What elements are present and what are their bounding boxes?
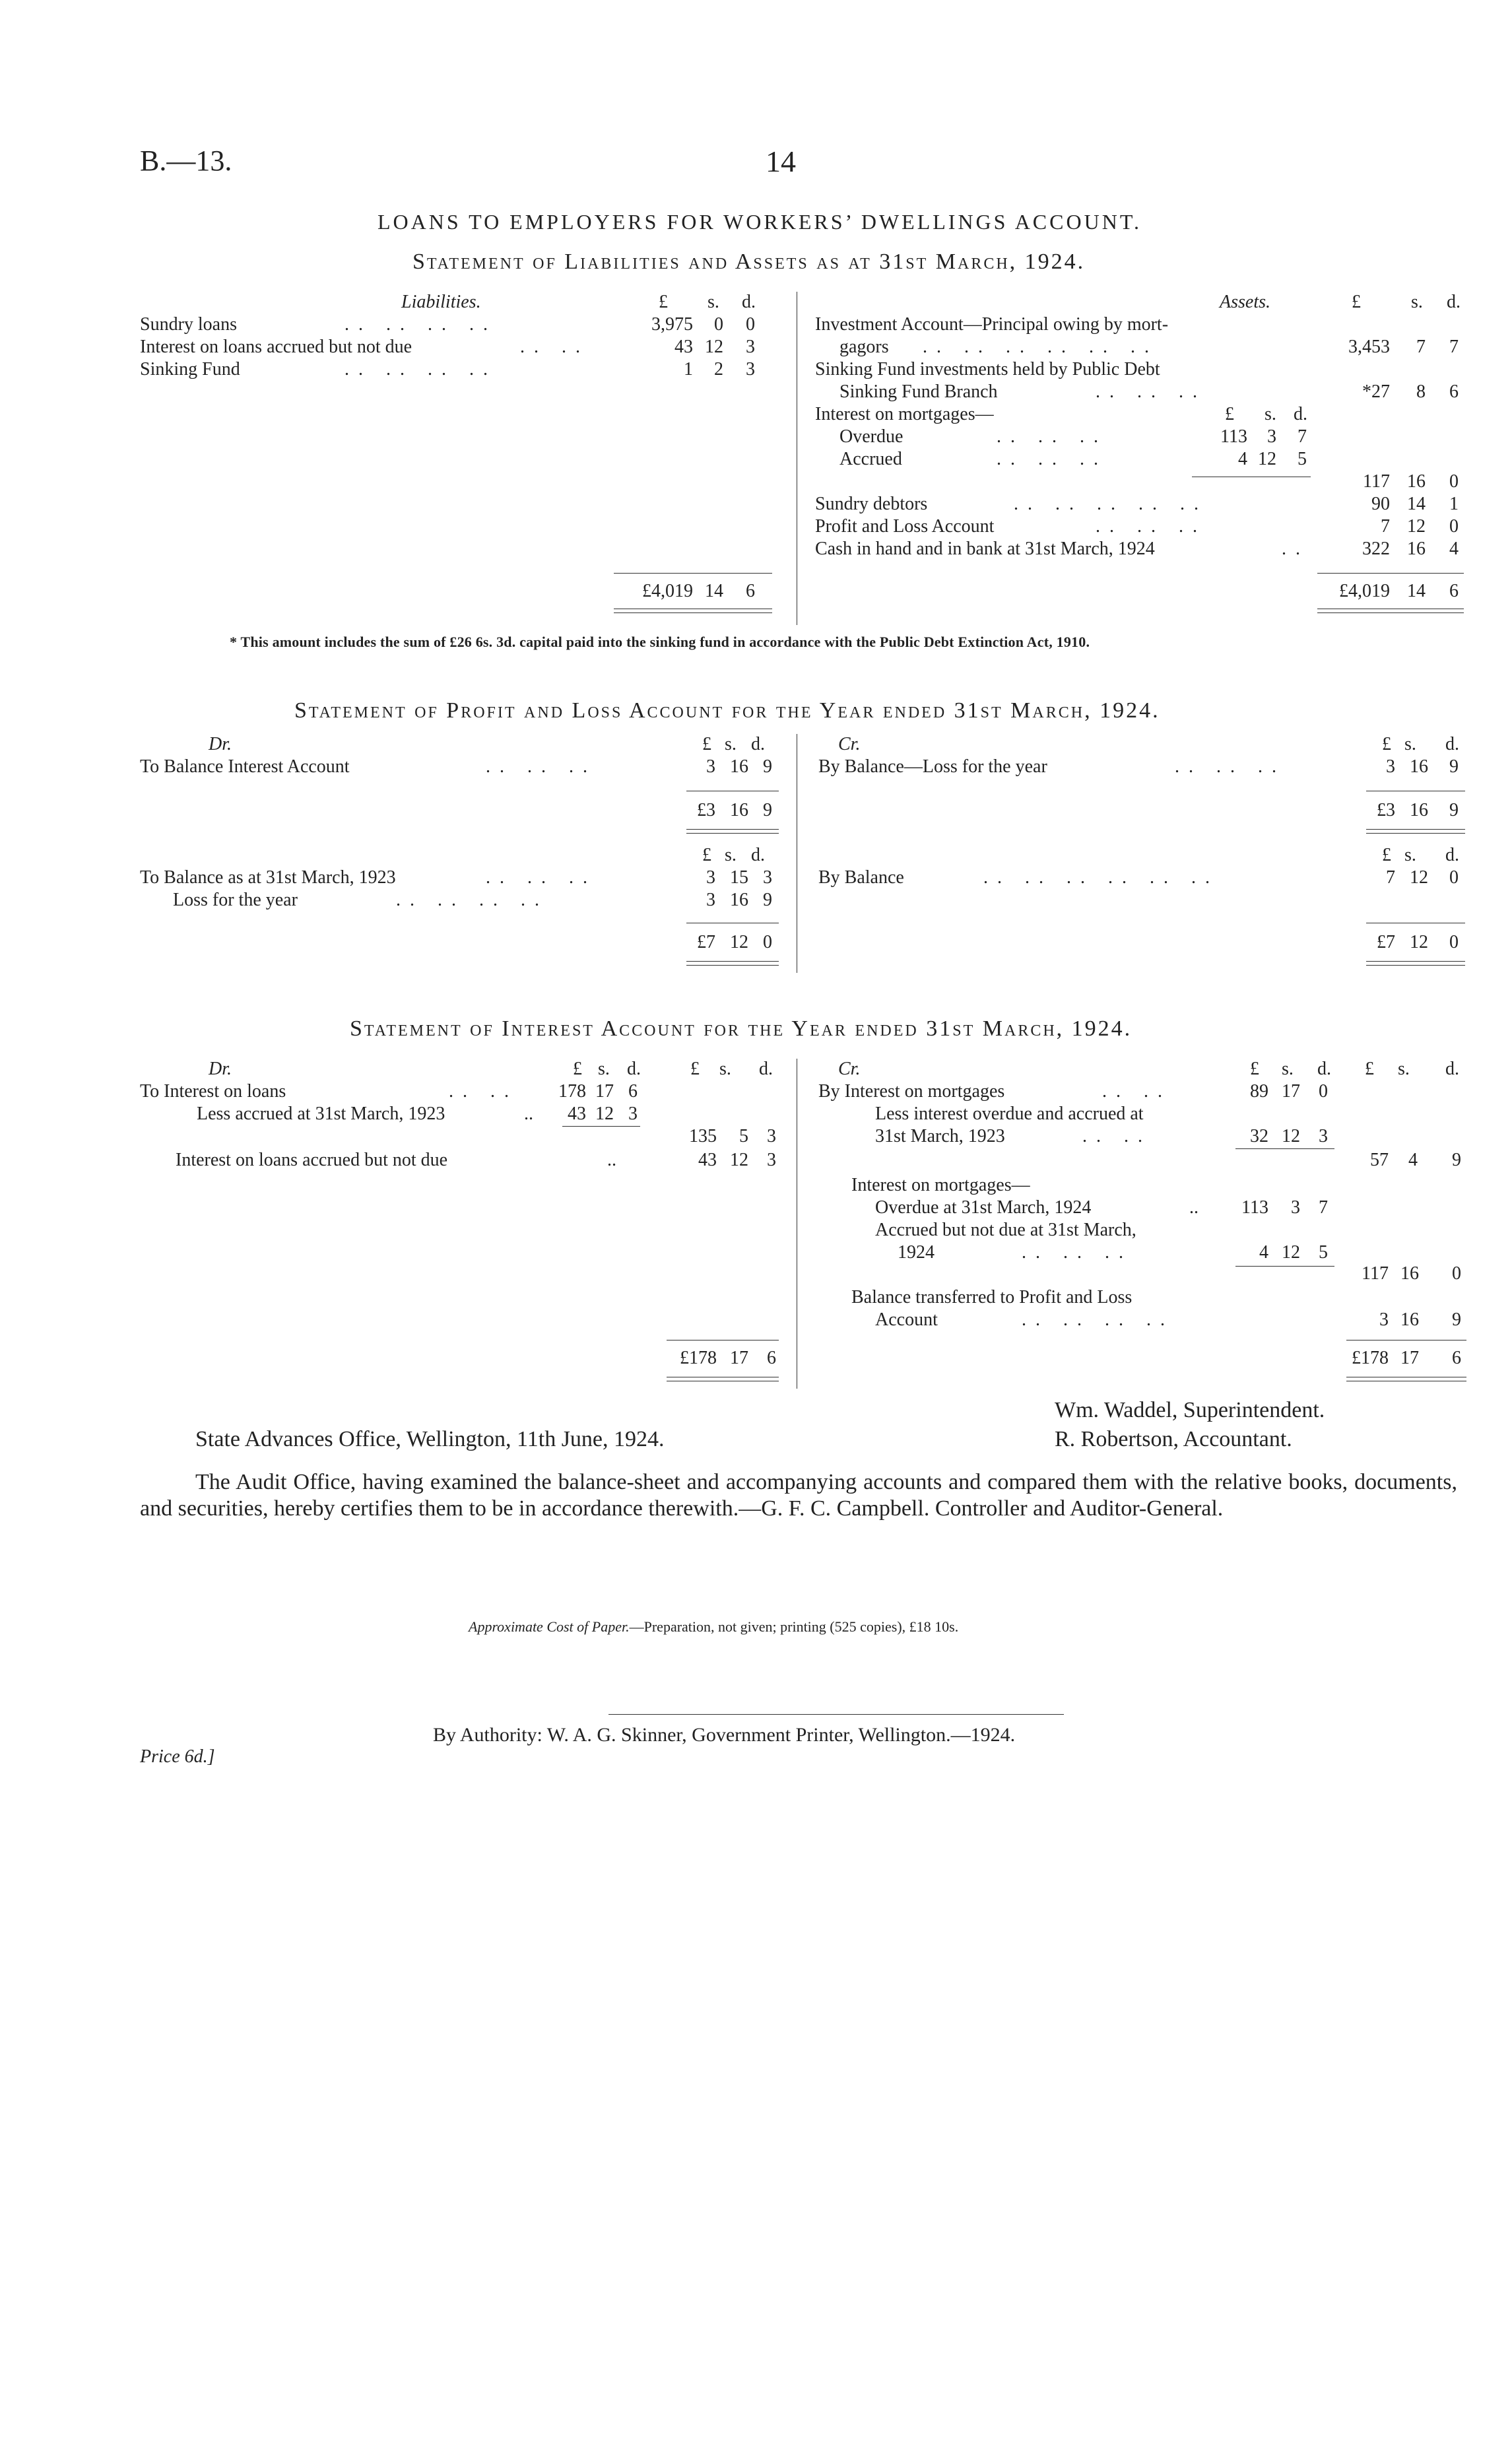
asset-shillings: 12 bbox=[1407, 516, 1426, 537]
double-rule bbox=[686, 833, 779, 834]
double-rule bbox=[1366, 833, 1465, 834]
liability-label: Sinking Fund bbox=[140, 359, 240, 380]
col-pence: d. bbox=[751, 734, 765, 754]
pl-total-pence: 9 bbox=[763, 800, 772, 820]
total-rule bbox=[614, 573, 772, 574]
int-pounds: 32 bbox=[1250, 1126, 1268, 1146]
int-shillings: 16 bbox=[1400, 1263, 1419, 1284]
int-total-shillings: 17 bbox=[1400, 1348, 1419, 1368]
col-shillings: s. bbox=[1411, 292, 1423, 312]
int-pence: 3 bbox=[1319, 1126, 1328, 1146]
liability-pounds: 3,975 bbox=[651, 314, 693, 335]
int-cr-label: 31st March, 1923 bbox=[875, 1126, 1005, 1146]
int-total-pounds: £178 bbox=[1352, 1348, 1389, 1368]
printer-authority: By Authority: W. A. G. Skinner, Government Printer, Wellington.—1924. bbox=[433, 1724, 1016, 1746]
asset-shillings: 3 bbox=[1267, 426, 1276, 447]
asset-label: Sinking Fund investments held by Public Debt bbox=[815, 359, 1160, 380]
int-pounds: 3 bbox=[1379, 1309, 1389, 1330]
pl-total-pounds: £7 bbox=[1377, 932, 1395, 952]
col-pound: £ bbox=[690, 1059, 700, 1079]
pl-total-pence: 0 bbox=[1449, 932, 1459, 952]
col-pence: d. bbox=[759, 1059, 773, 1079]
asset-pence: 7 bbox=[1449, 337, 1459, 357]
int-total-pounds: £178 bbox=[680, 1348, 717, 1368]
double-rule bbox=[686, 961, 779, 962]
pl-total-shillings: 12 bbox=[730, 932, 748, 952]
int-shillings: 17 bbox=[1282, 1081, 1300, 1102]
pl-pounds: 7 bbox=[1386, 867, 1395, 888]
assets-heading: Assets. bbox=[1220, 292, 1270, 312]
int-pence: 9 bbox=[1452, 1309, 1461, 1330]
liabilities-total-pounds: £4,019 bbox=[642, 581, 693, 601]
profit-loss-heading: Statement of Profit and Loss Account for the Year ended 31st March, 1924. bbox=[294, 698, 1160, 723]
asset-label: Overdue bbox=[839, 426, 904, 447]
col-pound: £ bbox=[659, 292, 668, 312]
assets-total-pounds: £4,019 bbox=[1339, 581, 1390, 601]
col-pound: £ bbox=[1225, 404, 1234, 424]
leader-dots: .. .. .. .. bbox=[1022, 1309, 1174, 1330]
int-pence: 9 bbox=[1452, 1150, 1461, 1170]
col-pound: £ bbox=[1352, 292, 1361, 312]
asset-pounds: 90 bbox=[1371, 494, 1390, 514]
asset-shillings: 16 bbox=[1407, 539, 1426, 559]
liability-shillings: 0 bbox=[714, 314, 723, 335]
leader-dots: .. .. .. bbox=[997, 426, 1107, 447]
pl-total-pence: 9 bbox=[1449, 800, 1459, 820]
int-dr-label: Less accrued at 31st March, 1923 bbox=[197, 1104, 445, 1124]
asset-pounds: 4 bbox=[1238, 449, 1247, 469]
assets-total-pence: 6 bbox=[1449, 581, 1459, 601]
col-pence: d. bbox=[1445, 845, 1459, 865]
int-cr-label: By Interest on mortgages bbox=[818, 1081, 1005, 1102]
col-shillings: s. bbox=[707, 292, 719, 312]
asset-pence: 7 bbox=[1298, 426, 1307, 447]
col-pound: £ bbox=[1250, 1059, 1259, 1079]
col-pence: d. bbox=[627, 1059, 641, 1079]
leader-dots: .. .. .. bbox=[1022, 1242, 1133, 1263]
account-title: LOANS TO EMPLOYERS FOR WORKERS’ DWELLINGS ACCOUNT. bbox=[378, 210, 1142, 234]
int-cr-label: Account bbox=[875, 1309, 938, 1330]
cr-label: Cr. bbox=[838, 1059, 861, 1079]
col-shillings: s. bbox=[719, 1059, 731, 1079]
subtotal-rule bbox=[1235, 1266, 1334, 1267]
col-pound: £ bbox=[1382, 734, 1391, 754]
pl-total-pounds: £3 bbox=[697, 800, 715, 820]
pl-pence: 3 bbox=[763, 867, 772, 888]
int-cr-label: Overdue at 31st March, 1924 bbox=[875, 1197, 1092, 1218]
cost-text: —Preparation, not given; printing (525 copies), £18 10s. bbox=[629, 1618, 959, 1635]
col-pound: £ bbox=[702, 734, 711, 754]
liability-pence: 3 bbox=[746, 359, 755, 380]
asset-label: Profit and Loss Account bbox=[815, 516, 995, 537]
pl-dr-label: Loss for the year bbox=[173, 890, 298, 910]
asset-pence: 4 bbox=[1449, 539, 1459, 559]
asset-shillings: 12 bbox=[1258, 449, 1276, 469]
dr-label: Dr. bbox=[209, 734, 232, 754]
int-pence: 0 bbox=[1452, 1263, 1461, 1284]
int-pounds: 135 bbox=[689, 1126, 717, 1146]
pl-shillings: 12 bbox=[1410, 867, 1428, 888]
asset-pence: 1 bbox=[1449, 494, 1459, 514]
asset-shillings: 14 bbox=[1407, 494, 1426, 514]
asset-label: Sinking Fund Branch bbox=[839, 381, 998, 402]
asset-label: Interest on mortgages— bbox=[815, 404, 994, 424]
pl-shillings: 16 bbox=[1410, 756, 1428, 777]
audit-certificate: The Audit Office, having examined the balance-sheet and accompanying accounts and compared them with the relative books, documents, and securities, hereby certifies them to be in accordance therewith.—G. F. C. Campbell. Controller and Auditor-General. bbox=[140, 1470, 1457, 1521]
asset-label: Cash in hand and in bank at 31st March, 1924 bbox=[815, 539, 1155, 559]
int-pence: 6 bbox=[628, 1081, 638, 1102]
cost-of-paper bbox=[469, 1618, 958, 1636]
assets-total-shillings: 14 bbox=[1407, 581, 1426, 601]
col-shillings: s. bbox=[725, 734, 737, 754]
asset-pounds: 117 bbox=[1363, 471, 1390, 492]
pl-total-pounds: £3 bbox=[1377, 800, 1395, 820]
leader-dots: .. .. bbox=[1082, 1126, 1152, 1146]
leader-dots: .. .. .. bbox=[486, 756, 597, 777]
col-shillings: s. bbox=[1404, 734, 1416, 754]
liability-shillings: 12 bbox=[705, 337, 723, 357]
pl-cr-label: By Balance bbox=[818, 867, 904, 888]
subtotal-rule bbox=[562, 1126, 640, 1127]
total-rule bbox=[1317, 573, 1464, 574]
col-shillings: s. bbox=[1265, 404, 1276, 424]
asset-pounds: *27 bbox=[1362, 381, 1390, 402]
col-shillings: s. bbox=[725, 845, 737, 865]
int-total-shillings: 17 bbox=[730, 1348, 748, 1368]
leader-dots: .. .. .. .. .. .. bbox=[923, 337, 1158, 357]
int-shillings: 5 bbox=[739, 1126, 748, 1146]
pl-pounds: 3 bbox=[706, 890, 715, 910]
liability-pounds: 43 bbox=[674, 337, 693, 357]
int-pence: 5 bbox=[1319, 1242, 1328, 1263]
col-pence: d. bbox=[1317, 1059, 1331, 1079]
leader-dots: .. .. .. .. bbox=[396, 890, 548, 910]
col-pound: £ bbox=[1365, 1059, 1374, 1079]
pl-dr-label: To Balance Interest Account bbox=[140, 756, 350, 777]
leader-dots: .. .. .. .. .. bbox=[1014, 494, 1208, 514]
int-pence: 0 bbox=[1319, 1081, 1328, 1102]
liability-label: Sundry loans bbox=[140, 314, 237, 335]
leader-dots: .. .. .. bbox=[1096, 381, 1206, 402]
col-pence: d. bbox=[1294, 404, 1307, 424]
asset-pounds: 7 bbox=[1381, 516, 1390, 537]
pl-total-shillings: 16 bbox=[730, 800, 748, 820]
page-number: 14 bbox=[766, 145, 796, 178]
pl-pounds: 3 bbox=[706, 867, 715, 888]
asset-pounds: 322 bbox=[1362, 539, 1390, 559]
leader-dots: .. .. .. bbox=[1175, 756, 1286, 777]
int-shillings: 3 bbox=[1291, 1197, 1300, 1218]
col-pence: d. bbox=[1445, 1059, 1459, 1079]
col-pence: d. bbox=[751, 845, 765, 865]
col-pound: £ bbox=[702, 845, 711, 865]
int-pounds: 57 bbox=[1370, 1150, 1389, 1170]
asset-pence: 6 bbox=[1449, 381, 1459, 402]
int-total-pence: 6 bbox=[1452, 1348, 1461, 1368]
int-shillings: 16 bbox=[1400, 1309, 1419, 1330]
col-pound: £ bbox=[1382, 845, 1391, 865]
liability-shillings: 2 bbox=[714, 359, 723, 380]
interest-heading: Statement of Interest Account for the Year ended 31st March, 1924. bbox=[350, 1016, 1133, 1041]
double-rule bbox=[614, 612, 772, 613]
pl-pounds: 3 bbox=[1386, 756, 1395, 777]
leader-dots: .. .. bbox=[449, 1081, 518, 1102]
int-shillings: 17 bbox=[595, 1081, 614, 1102]
asset-label: Sundry debtors bbox=[815, 494, 928, 514]
col-pence: d. bbox=[742, 292, 756, 312]
double-rule bbox=[1366, 829, 1465, 830]
liabilities-heading: Liabilities. bbox=[401, 292, 481, 312]
leader-dots: .. bbox=[524, 1104, 533, 1124]
asset-shillings: 16 bbox=[1407, 471, 1426, 492]
pl-shillings: 16 bbox=[730, 756, 748, 777]
leader-dots: .. .. .. bbox=[997, 449, 1107, 469]
pl-pence: 9 bbox=[763, 756, 772, 777]
asset-pounds: 3,453 bbox=[1348, 337, 1390, 357]
int-cr-label: Accrued but not due at 31st March, bbox=[875, 1220, 1136, 1240]
double-rule bbox=[686, 829, 779, 830]
leader-dots: .. bbox=[607, 1150, 616, 1170]
asset-pence: 0 bbox=[1449, 516, 1459, 537]
pl-pence: 9 bbox=[1449, 756, 1459, 777]
int-total-pence: 6 bbox=[767, 1348, 776, 1368]
signature-superintendent: Wm. Waddel, Superintendent. bbox=[1055, 1398, 1325, 1422]
int-shillings: 4 bbox=[1408, 1150, 1418, 1170]
int-pounds: 43 bbox=[698, 1150, 717, 1170]
asset-shillings: 8 bbox=[1416, 381, 1426, 402]
int-pounds: 43 bbox=[568, 1104, 586, 1124]
asset-pence: 0 bbox=[1449, 471, 1459, 492]
dr-label: Dr. bbox=[209, 1059, 232, 1079]
int-cr-label: Interest on mortgages— bbox=[851, 1175, 1030, 1195]
int-shillings: 12 bbox=[1282, 1126, 1300, 1146]
liability-pence: 3 bbox=[746, 337, 755, 357]
int-dr-label: Interest on loans accrued but not due bbox=[176, 1150, 448, 1170]
int-dr-label: To Interest on loans bbox=[140, 1081, 286, 1102]
col-pound: £ bbox=[573, 1059, 582, 1079]
pl-shillings: 16 bbox=[730, 890, 748, 910]
asset-label: Accrued bbox=[839, 449, 902, 469]
int-cr-label: 1924 bbox=[898, 1242, 935, 1263]
asset-label: gagors bbox=[839, 337, 889, 357]
int-shillings: 12 bbox=[595, 1104, 614, 1124]
int-pence: 3 bbox=[767, 1150, 776, 1170]
int-cr-label: Balance transferred to Profit and Loss bbox=[851, 1287, 1133, 1307]
office-place-date: State Advances Office, Wellington, 11th June, 1924. bbox=[195, 1427, 665, 1451]
leader-dots: .. .. bbox=[1102, 1081, 1171, 1102]
asset-pence: 5 bbox=[1298, 449, 1307, 469]
double-rule bbox=[686, 965, 779, 966]
cost-label: Approximate Cost of Paper. bbox=[469, 1618, 630, 1635]
int-pounds: 117 bbox=[1362, 1263, 1389, 1284]
signature-accountant: R. Robertson, Accountant. bbox=[1055, 1427, 1292, 1451]
pl-total-pence: 0 bbox=[763, 932, 772, 952]
leader-dots: .. .. .. .. .. .. bbox=[983, 867, 1219, 888]
pl-total-pounds: £7 bbox=[697, 932, 715, 952]
col-shillings: s. bbox=[598, 1059, 610, 1079]
int-pounds: 89 bbox=[1250, 1081, 1268, 1102]
footnote: * This amount includes the sum of £26 6s. 3d. capital paid into the sinking fund in accordance with the Public Debt Extinction Act, 1910. bbox=[230, 634, 1090, 650]
liabilities-total-shillings: 14 bbox=[705, 581, 723, 601]
pl-pence: 0 bbox=[1449, 867, 1459, 888]
balance-sheet-heading: Statement of Liabilities and Assets as at 31st March, 1924. bbox=[412, 249, 1086, 274]
int-shillings: 12 bbox=[1282, 1242, 1300, 1263]
pl-dr-label: To Balance as at 31st March, 1923 bbox=[140, 867, 396, 888]
pl-cr-label: By Balance—Loss for the year bbox=[818, 756, 1047, 777]
asset-shillings: 7 bbox=[1416, 337, 1426, 357]
col-shillings: s. bbox=[1398, 1059, 1410, 1079]
price: Price 6d.] bbox=[140, 1746, 215, 1767]
asset-pounds: 113 bbox=[1220, 426, 1247, 447]
int-pence: 3 bbox=[767, 1126, 776, 1146]
leader-dots: .. bbox=[1282, 539, 1309, 559]
int-pounds: 178 bbox=[558, 1081, 586, 1102]
double-rule bbox=[1366, 965, 1465, 966]
pl-total-shillings: 12 bbox=[1410, 932, 1428, 952]
asset-label: Investment Account—Principal owing by mort- bbox=[815, 314, 1169, 335]
col-shillings: s. bbox=[1282, 1059, 1294, 1079]
cr-label: Cr. bbox=[838, 734, 861, 754]
int-shillings: 12 bbox=[730, 1150, 748, 1170]
leader-dots: .. .. bbox=[520, 337, 589, 357]
int-pounds: 4 bbox=[1259, 1242, 1268, 1263]
leader-dots: .. .. .. .. bbox=[345, 314, 497, 335]
double-rule bbox=[1366, 961, 1465, 962]
liability-label: Interest on loans accrued but not due bbox=[140, 337, 412, 357]
col-pence: d. bbox=[1447, 292, 1461, 312]
int-pence: 3 bbox=[628, 1104, 638, 1124]
col-pence: d. bbox=[1445, 734, 1459, 754]
document-reference: B.—13. bbox=[140, 145, 232, 177]
subtotal-rule bbox=[1235, 1148, 1334, 1149]
pl-pounds: 3 bbox=[706, 756, 715, 777]
liability-pounds: 1 bbox=[684, 359, 693, 380]
pl-total-shillings: 16 bbox=[1410, 800, 1428, 820]
int-pence: 7 bbox=[1319, 1197, 1328, 1218]
pl-shillings: 15 bbox=[730, 867, 748, 888]
authority-rule bbox=[608, 1714, 1064, 1715]
int-cr-label: Less interest overdue and accrued at bbox=[875, 1104, 1144, 1124]
liability-pence: 0 bbox=[746, 314, 755, 335]
leader-dots: .. .. .. bbox=[1096, 516, 1206, 537]
col-shillings: s. bbox=[1404, 845, 1416, 865]
leader-dots: .. .. .. bbox=[486, 867, 597, 888]
pl-pence: 9 bbox=[763, 890, 772, 910]
int-pounds: 113 bbox=[1241, 1197, 1268, 1218]
double-rule bbox=[1317, 612, 1464, 613]
leader-dots: .. bbox=[1189, 1197, 1199, 1218]
leader-dots: .. .. .. .. bbox=[345, 359, 497, 380]
liabilities-total-pence: 6 bbox=[746, 581, 755, 601]
